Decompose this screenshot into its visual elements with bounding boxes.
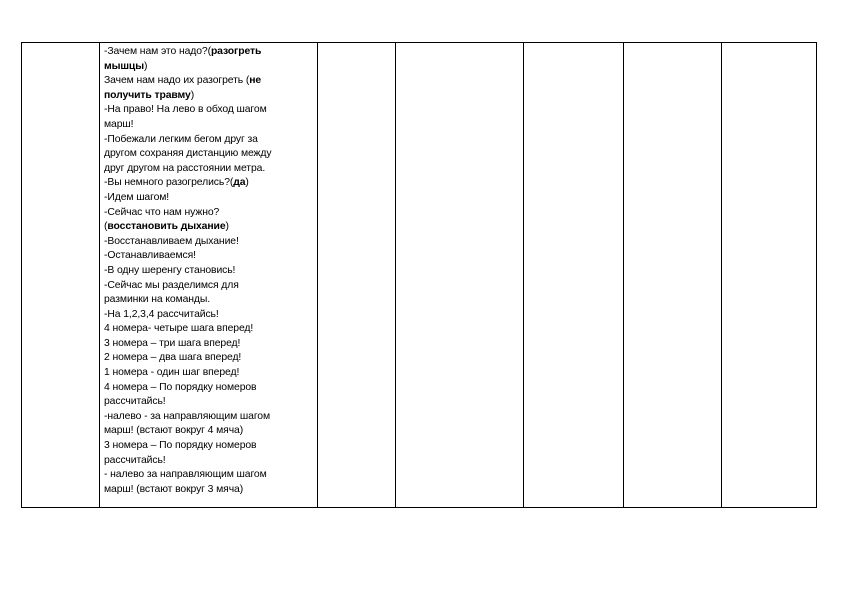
- text-run: марш!: [104, 118, 134, 130]
- table-cell-empty: [22, 43, 100, 508]
- text-run: ): [190, 89, 195, 101]
- table-cell-empty: [624, 43, 722, 508]
- text-line: [104, 308, 314, 323]
- table-cell-empty: [318, 43, 396, 508]
- text-run: - налево за направляющим шагом: [104, 469, 267, 481]
- text-line: [104, 147, 314, 162]
- bold-text: не: [249, 75, 262, 87]
- text-line: [104, 74, 314, 89]
- text-line: [104, 439, 314, 454]
- text-run: ): [225, 221, 229, 233]
- bold-text: да: [233, 177, 246, 189]
- text-line: [104, 424, 314, 439]
- text-line: [104, 366, 314, 381]
- text-run: -Зачем нам это надо?(: [104, 46, 211, 57]
- text-line: [104, 206, 314, 221]
- text-run: рассчитайсь!: [104, 396, 166, 408]
- table-cell-teacher-activity: [100, 43, 318, 508]
- text-line: [104, 45, 314, 60]
- text-line: [104, 264, 314, 279]
- text-line: [104, 395, 314, 410]
- text-run: -Восстанавливаем дыхание!: [104, 235, 239, 247]
- text-run: (: [104, 221, 108, 233]
- text-line: [104, 468, 314, 483]
- bold-text: разогреть: [210, 46, 262, 57]
- text-run: 3 номера – По порядку номеров: [104, 440, 257, 452]
- table-row: [22, 43, 817, 508]
- table-cell-empty: [396, 43, 524, 508]
- text-run: марш! (встают вокруг 4 мяча): [104, 425, 244, 437]
- bold-text: получить травму: [104, 89, 191, 101]
- text-run: марш! (встают вокруг 3 мяча): [104, 483, 244, 495]
- text-line: [104, 337, 314, 352]
- table-cell-empty: [524, 43, 624, 508]
- text-line: [104, 351, 314, 366]
- text-run: -Вы немного разогрелись?(: [104, 177, 234, 189]
- text-line: [104, 279, 314, 294]
- text-line: [104, 191, 314, 206]
- text-run: Зачем нам надо их разогреть (: [104, 75, 250, 87]
- text-line: [104, 293, 314, 308]
- text-run: -Сейчас мы разделимся для: [104, 279, 239, 291]
- text-run: друг другом на расстоянии метра.: [104, 162, 266, 174]
- text-line: [104, 220, 314, 235]
- text-line: [104, 103, 314, 118]
- text-line: [104, 118, 314, 133]
- text-line: [104, 249, 314, 264]
- text-run: -Побежали легким бегом друг за: [104, 133, 258, 145]
- text-run: разминки на команды.: [104, 294, 211, 306]
- text-run: -Сейчас что нам нужно?: [104, 206, 220, 218]
- text-run: другом сохраняя дистанцию между: [104, 148, 272, 160]
- text-run: -На право! На лево в обход шагом: [104, 104, 267, 116]
- text-line: [104, 381, 314, 396]
- text-run: 4 номера- четыре шага вперед!: [104, 323, 254, 335]
- text-run: 3 номера – три шага вперед!: [104, 337, 241, 349]
- text-line: [104, 162, 314, 177]
- text-run: 2 номера – два шага вперед!: [104, 352, 242, 364]
- text-line: [104, 322, 314, 337]
- text-run: -Идем шагом!: [104, 191, 170, 203]
- bold-text: мышцы: [104, 60, 144, 72]
- text-run: 4 номера – По порядку номеров: [104, 381, 257, 393]
- table-cell-empty: [722, 43, 817, 508]
- bold-text: восстановить дыхание: [107, 221, 226, 233]
- text-run: -налево - за направляющим шагом: [104, 410, 271, 422]
- text-run: 1 номера - один шаг вперед!: [104, 367, 240, 379]
- text-line: [104, 60, 314, 75]
- text-run: -В одну шеренгу становись!: [104, 264, 236, 276]
- lesson-plan-table: [21, 42, 817, 508]
- text-run: ): [143, 60, 148, 72]
- text-line: [104, 235, 314, 250]
- text-line: [104, 410, 314, 425]
- text-line: [104, 483, 314, 498]
- text-run: ): [245, 177, 249, 189]
- text-line: [104, 133, 314, 148]
- text-line: [104, 176, 314, 191]
- activity-text: [100, 43, 317, 497]
- text-run: рассчитайсь!: [104, 454, 166, 466]
- text-run: -Останавливаемся!: [104, 250, 196, 262]
- text-line: [104, 89, 314, 104]
- text-line: [104, 454, 314, 469]
- text-run: -На 1,2,3,4 рассчитайсь!: [104, 308, 219, 320]
